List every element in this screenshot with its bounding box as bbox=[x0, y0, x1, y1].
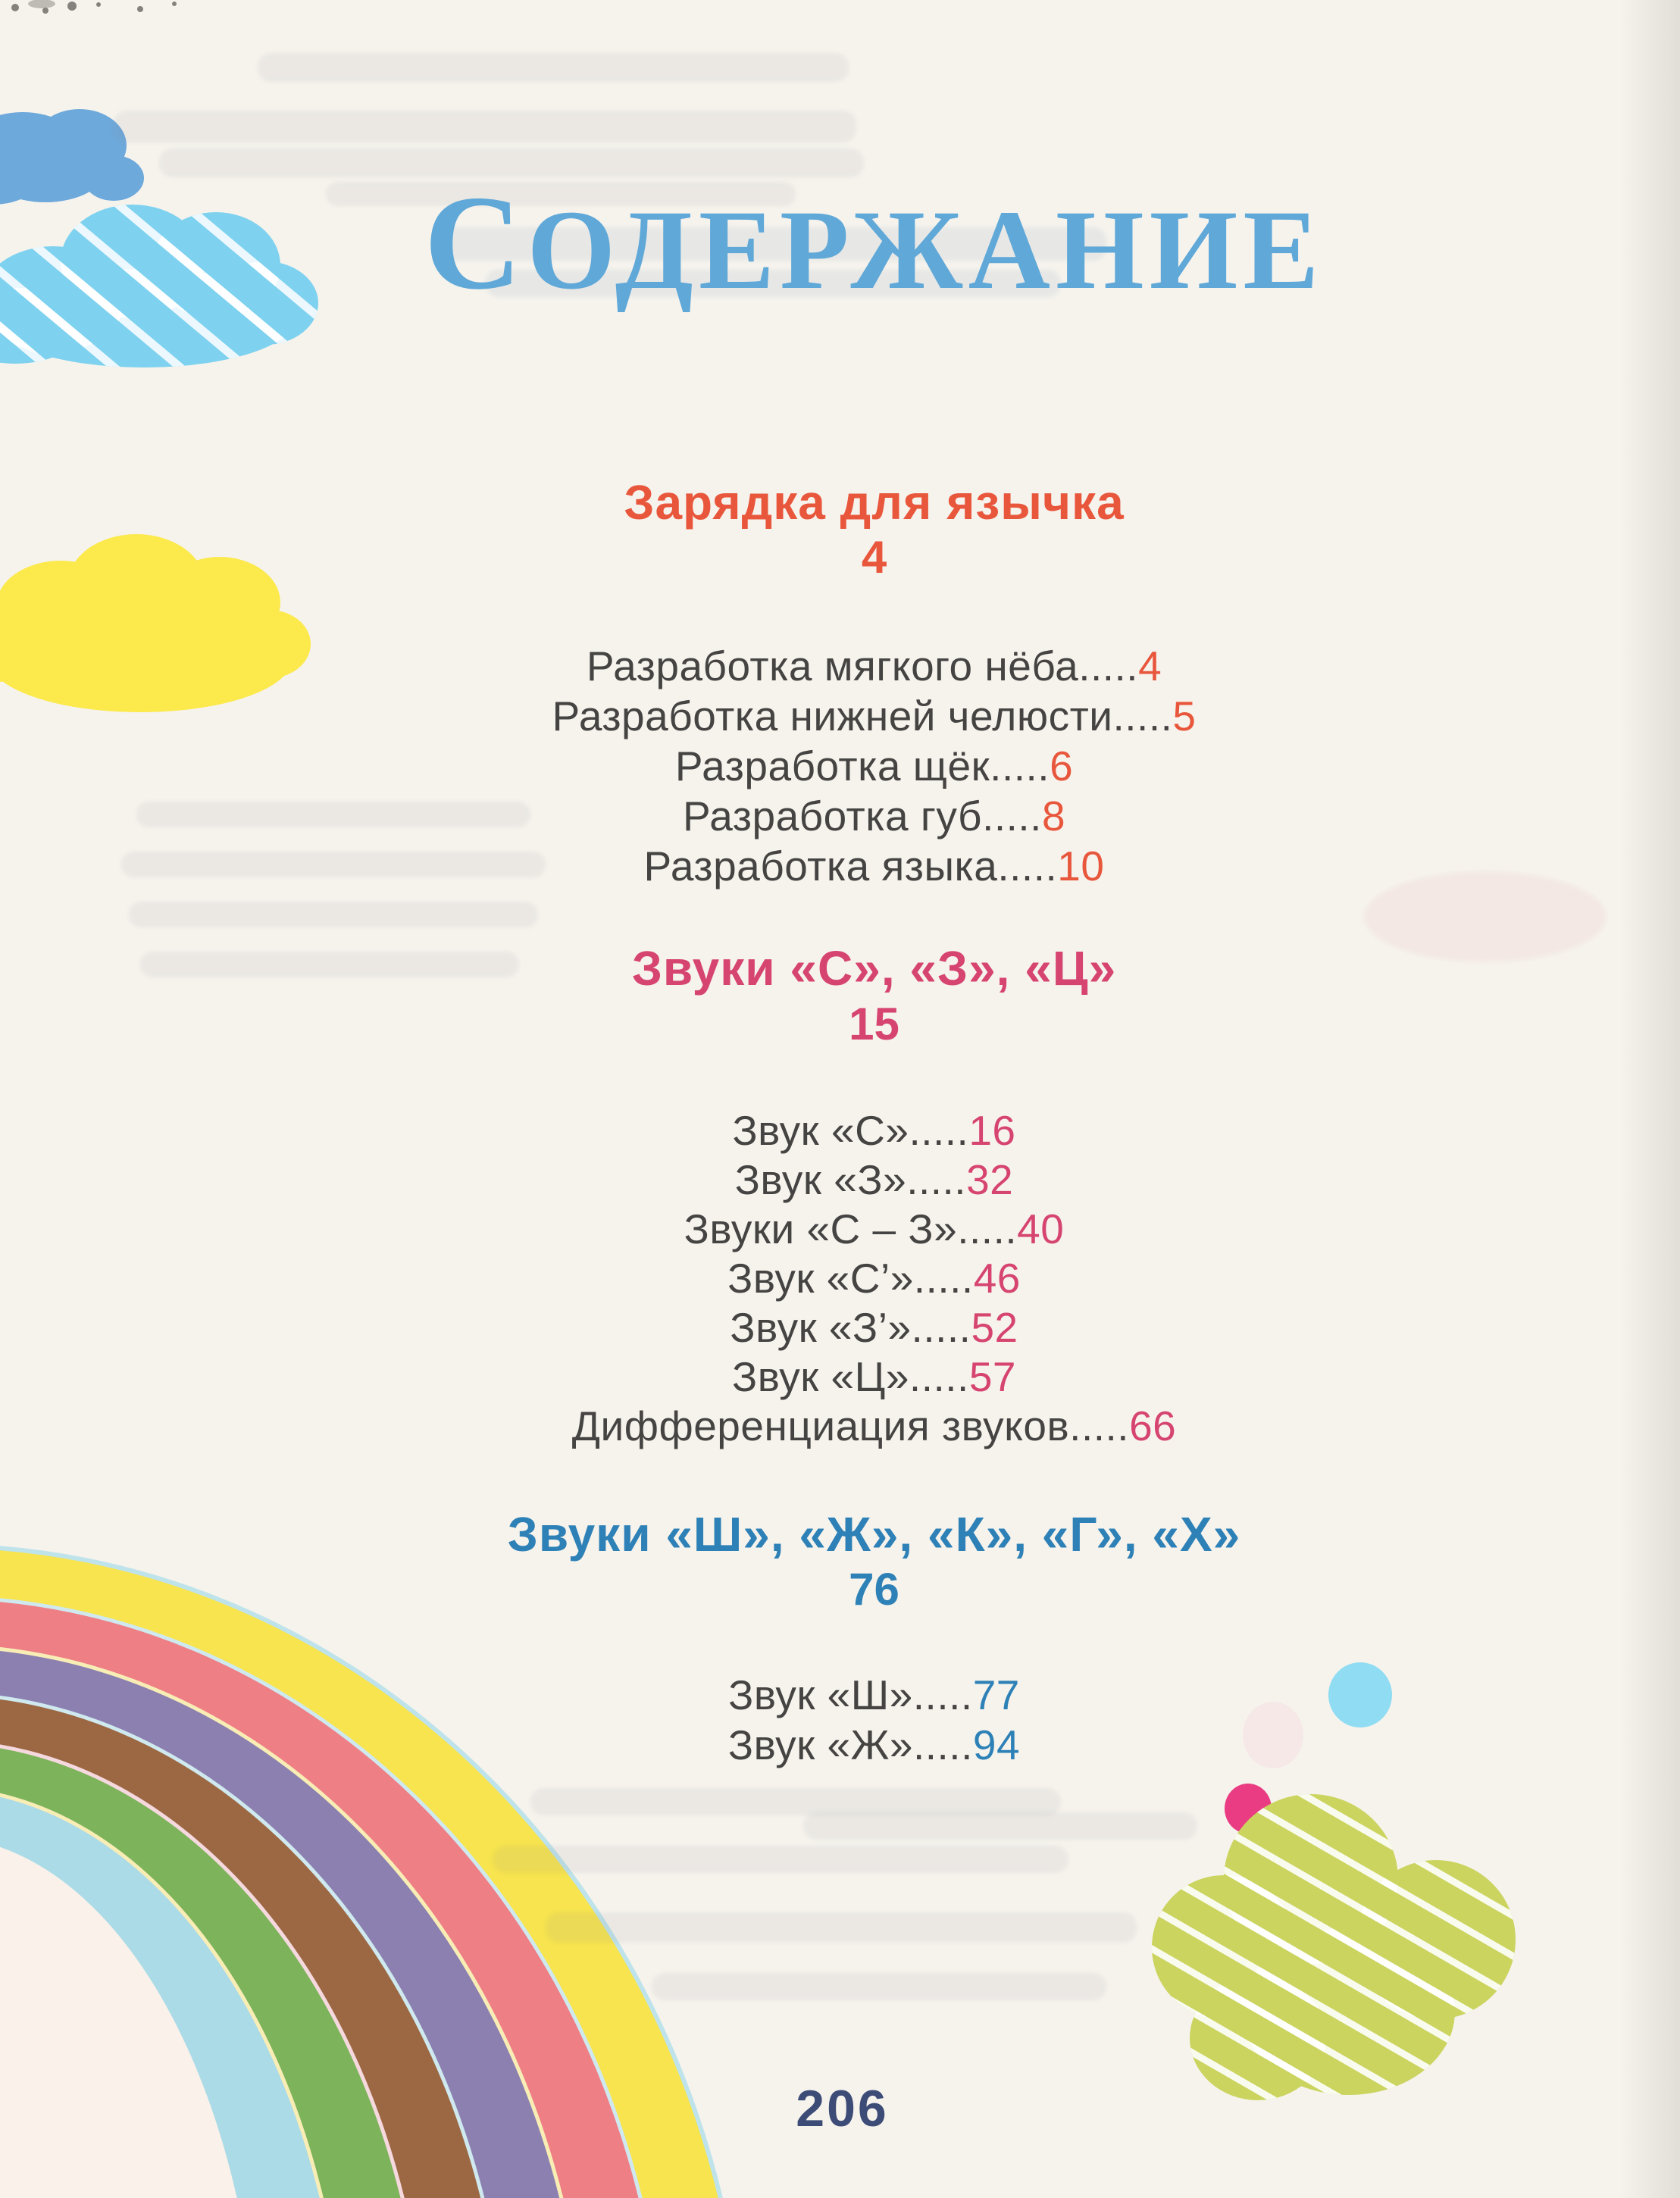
toc-item-label: Звук «С» bbox=[732, 1107, 909, 1154]
toc-item bbox=[68, 1303, 1680, 1352]
toc-item-label: Звук «Ц» bbox=[731, 1353, 909, 1400]
toc-item bbox=[68, 841, 1680, 891]
toc-item-page: 66 bbox=[1129, 1402, 1177, 1449]
toc-item-page: 6 bbox=[1050, 743, 1074, 789]
toc-item bbox=[68, 1352, 1680, 1402]
toc-item-label: Звуки «С – З» bbox=[684, 1205, 958, 1252]
toc-item-group bbox=[68, 1670, 1680, 1770]
toc-item-group bbox=[68, 641, 1680, 891]
toc-item-page: 40 bbox=[1017, 1205, 1065, 1252]
toc-item bbox=[68, 1106, 1680, 1155]
section-heading: Зарядка для язычка bbox=[624, 475, 1125, 530]
toc-item-dots: ..... bbox=[1078, 643, 1139, 689]
toc-item-label: Звук «С’» bbox=[727, 1255, 914, 1302]
toc-item bbox=[68, 641, 1680, 691]
toc-item bbox=[68, 1720, 1680, 1770]
toc-item bbox=[68, 1670, 1680, 1720]
folio-page-number: 206 bbox=[796, 2080, 889, 2137]
toc-item-dots: ..... bbox=[909, 1107, 969, 1154]
toc-item bbox=[68, 1254, 1680, 1303]
toc-item-label: Разработка щёк bbox=[674, 743, 990, 789]
toc-item-page: 4 bbox=[1138, 643, 1162, 689]
toc-page bbox=[68, 0, 1680, 2198]
section-page-number: 4 bbox=[861, 532, 887, 583]
toc-item-page: 8 bbox=[1041, 793, 1066, 839]
toc-item-dots: ..... bbox=[990, 743, 1050, 789]
toc-item-label: Звук «З» bbox=[734, 1156, 907, 1203]
toc-item-label: Разработка мягкого нёба bbox=[586, 643, 1079, 689]
toc-item-dots: ..... bbox=[957, 1205, 1018, 1252]
toc-item bbox=[68, 1205, 1680, 1254]
toc-item-page: 46 bbox=[973, 1255, 1021, 1302]
toc-item-page: 16 bbox=[968, 1107, 1016, 1154]
toc-item-dots: ..... bbox=[911, 1304, 971, 1351]
toc-item-page: 77 bbox=[972, 1671, 1020, 1718]
toc-item-page: 5 bbox=[1172, 693, 1197, 739]
toc-item-group bbox=[68, 1106, 1680, 1451]
toc-item bbox=[68, 791, 1680, 841]
toc-item-label: Звук «Ж» bbox=[727, 1721, 913, 1768]
toc-item bbox=[68, 741, 1680, 791]
section-page-number: 76 bbox=[849, 1564, 899, 1615]
section-heading: Звуки «С», «З», «Ц» bbox=[631, 941, 1117, 996]
toc-item bbox=[68, 1155, 1680, 1205]
toc-item-dots: ..... bbox=[912, 1671, 973, 1718]
toc-item-dots: ..... bbox=[1112, 693, 1173, 739]
toc-item-dots: ..... bbox=[982, 793, 1042, 839]
toc-item bbox=[68, 691, 1680, 741]
toc-item bbox=[68, 1402, 1680, 1451]
section-page-number: 15 bbox=[849, 999, 899, 1049]
toc-item-label: Звук «Ш» bbox=[728, 1671, 913, 1718]
toc-item-label: Разработка языка bbox=[643, 843, 998, 890]
toc-item-dots: ..... bbox=[909, 1353, 969, 1400]
toc-item-label: Дифференциация звуков bbox=[571, 1402, 1070, 1449]
toc-item-label: Звук «З’» bbox=[730, 1304, 912, 1351]
toc-item-page: 10 bbox=[1057, 843, 1105, 890]
toc-item-page: 32 bbox=[966, 1156, 1014, 1203]
toc-item-dots: ..... bbox=[913, 1255, 974, 1302]
toc-item-page: 57 bbox=[968, 1353, 1017, 1400]
toc-item-page: 94 bbox=[972, 1721, 1021, 1768]
page-title: СОДЕРЖАНИЕ bbox=[424, 167, 1325, 317]
toc-item-label: Разработка губ bbox=[682, 793, 983, 839]
toc-item-dots: ..... bbox=[1069, 1402, 1130, 1449]
toc-item-dots: ..... bbox=[997, 843, 1058, 890]
toc-item-dots: ..... bbox=[912, 1721, 973, 1768]
section-heading: Звуки «Ш», «Ж», «К», «Г», «Х» bbox=[507, 1507, 1241, 1562]
toc-item-dots: ..... bbox=[906, 1156, 967, 1203]
toc-item-label: Разработка нижней челюсти bbox=[552, 693, 1113, 739]
toc-item-page: 52 bbox=[971, 1304, 1018, 1351]
